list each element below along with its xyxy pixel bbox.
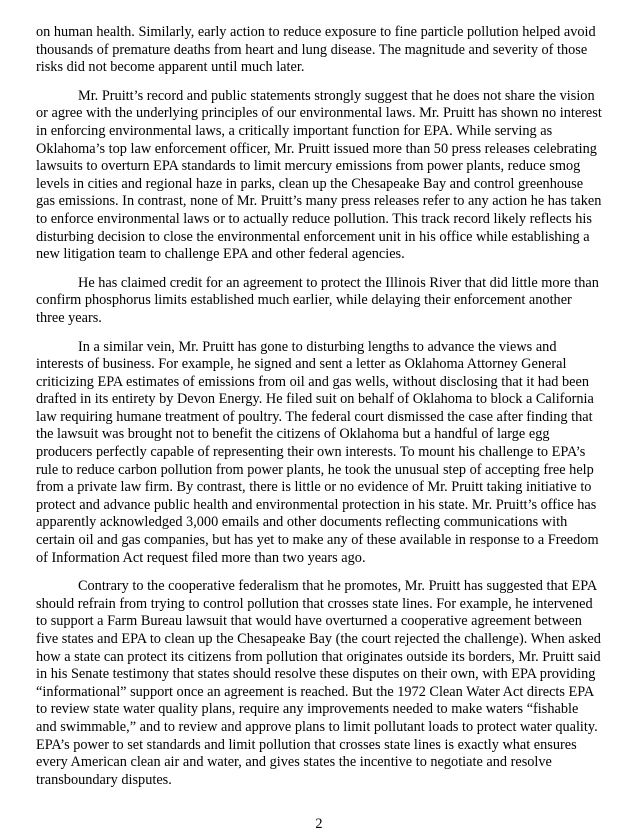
page-number: 2 — [315, 816, 323, 832]
paragraph-illinois-river: He has claimed credit for an agreement to protect the Illinois River that did little more than confirm phosphorus limits established much earlier, while delaying their enforcement another three years. — [36, 274, 599, 326]
paragraph-continued: on human health. Similarly, early action to reduce exposure to fine particle pollution helped avoid thousands of premature deaths from heart and lung disease. The magnitude and severity of those risks did not become apparent until much later. — [36, 24, 596, 76]
paragraph-pruitt-record: Mr. Pruitt’s record and public statements strongly suggest that he does not share the vision or agree with the underlying principles of our environmental laws. Mr. Pruitt has shown no interest in enforcing environmental laws, a critically important function for EPA. While serving as Oklahoma’s top law enforcement officer, Mr. Pruitt issued more than 50 press releases celebrating lawsuits to overturn EPA standards to limit mercury emissions from power plants, reduce smog levels in cities and regional haze in parks, clean up the Chesapeake Bay and control greenhouse gas emissions. In contrast, none of Mr. Pruitt’s many press releases refer to any action he has taken to enforce environmental laws or to actually reduce pollution. This track record likely reflects his disturbing decision to close the environmental enforcement unit in his office while establishing a new litigation team to challenge EPA and other federal agencies. — [36, 87, 602, 263]
paragraph-cooperative-federalism: Contrary to the cooperative federalism that he promotes, Mr. Pruitt has suggested that EPA should refrain from trying to control pollution that crosses state lines. For example, he intervened to support a Farm Bureau lawsuit that would have overturned a cooperative agreement between five states and EPA to clean up the Chesapeake Bay (the court rejected the challenge). When asked how a state can protect its citizens from pollution that originates outside its borders, Mr. Pruitt said in his Senate testimony that states should resolve these disputes on their own, with EPA providing “informational” support once an agreement is reached. But the 1972 Clean Water Act directs EPA to review state water quality plans, require any improvements needed to make waters “fishable and swimmable,” and to review and approve plans to limit pollutant loads to protect water quality. EPA’s power to set standards and limit pollution that crosses state lines is exactly what ensures every American clean air and water, and gives states the incentive to negotiate and resolve transboundary disputes. — [36, 578, 601, 788]
document-body — [36, 24, 602, 800]
paragraph-business-interests: In a similar vein, Mr. Pruitt has gone to disturbing lengths to advance the views and interests of business. For example, he signed and sent a letter as Oklahoma Attorney General criticizing EPA estimates of emissions from oil and gas wells, without disclosing that it had been drafted in its entirety by Devon Energy. He filed suit on behalf of Oklahoma to block a California law requiring humane treatment of poultry. The federal court dismissed the case after finding that the lawsuit was brought not to benefit the citizens of Oklahoma but a handful of large egg producers perfectly capable of representing their own interests. To mount his challenge to EPA’s rule to reduce carbon pollution from power plants, he took the unusual step of accepting free help from a private law firm. By contrast, there is little or no evidence of Mr. Pruitt taking initiative to protect and advance public health and environmental protection in his state. Mr. Pruitt’s office has apparently acknowledged 3,000 emails and other documents reflecting communications with certain oil and gas companies, but has yet to make any of these available in response to a Freedom of Information Act request filed more than two years ago. — [36, 338, 599, 566]
